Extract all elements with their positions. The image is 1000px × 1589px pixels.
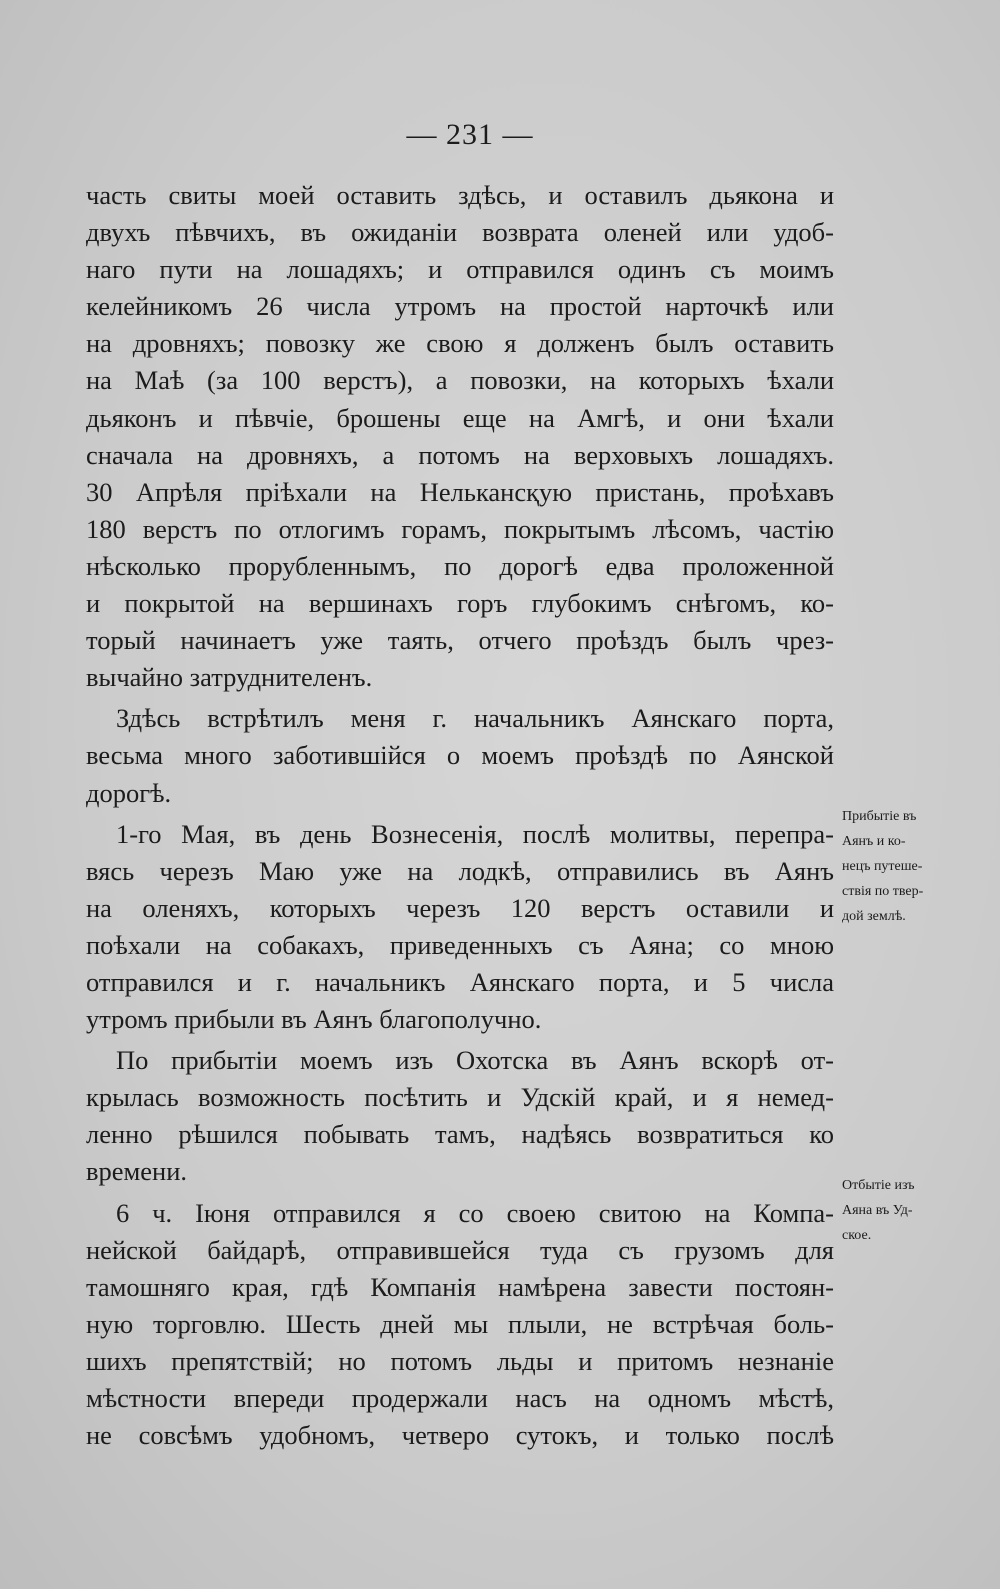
text-line: По прибытіи моемъ изъ Охотска въ Аянъ вскорѣ от- bbox=[116, 1045, 834, 1076]
text-line: дорогѣ. bbox=[86, 777, 172, 808]
text-line: утромъ прибыли въ Аянъ благополучно. bbox=[86, 1004, 542, 1035]
margin-note-departure bbox=[842, 1173, 942, 1248]
text-line: времени. bbox=[86, 1156, 188, 1187]
text-line: вясь черезъ Маю уже на лодкѣ, отправились въ Аянъ bbox=[86, 855, 834, 886]
paragraph-2 bbox=[86, 700, 834, 811]
text-line: вычайно затруднителенъ. bbox=[86, 662, 373, 693]
text-line: ную торговлю. Шесть дней мы плыли, не встрѣчая боль- bbox=[86, 1308, 834, 1339]
text-line: дьяконъ и пѣвчіе, брошены еще на Амгѣ, и они ѣхали bbox=[86, 402, 834, 433]
text-line: мѣстности впереди продержали насъ на одномъ мѣстѣ, bbox=[86, 1383, 834, 1413]
text-line: и покрытой на вершинахъ горъ глубокимъ снѣгомъ, ко- bbox=[86, 588, 834, 619]
margin-note-line: ское. bbox=[842, 1228, 872, 1243]
text-line: 6 ч. Іюня отправился я со своею свитою на Компа- bbox=[116, 1197, 834, 1228]
text-line: Здѣсь встрѣтилъ меня г. начальникъ Аянскаго порта, bbox=[116, 703, 834, 734]
text-line: ленно рѣшился побывать тамъ, надѣясь возвратиться ко bbox=[86, 1119, 834, 1150]
text-line: не совсѣмъ удобномъ, четверо сутокъ, и только послѣ bbox=[86, 1420, 834, 1451]
text-line: весьма много заботившійся о моемъ проѣздѣ по Аянской bbox=[86, 740, 834, 771]
text-line: 1-го Мая, въ день Вознесенія, послѣ молитвы, перепра- bbox=[116, 818, 834, 849]
text-line: крылась возможность посѣтить и Удскій край, и я немед- bbox=[86, 1082, 834, 1113]
text-line: сначала на дровняхъ, а потомъ на верховыхъ лошадяхъ. bbox=[86, 439, 834, 470]
paragraph-4 bbox=[86, 1042, 834, 1190]
text-line: часть свиты моей оставить здѣсь, и оставилъ дьякона и bbox=[86, 180, 834, 210]
paragraph-5 bbox=[86, 1195, 834, 1455]
text-line: на Маѣ (за 100 верстъ), а повозки, на которыхъ ѣхали bbox=[86, 365, 834, 396]
margin-note-arrival bbox=[842, 804, 942, 929]
text-line: нѣсколько прорубленнымъ, по дорогѣ едва проложенной bbox=[86, 550, 834, 581]
text-line: отправился и г. начальникъ Аянскаго порта, и 5 числа bbox=[86, 966, 834, 997]
paragraph-1 bbox=[86, 177, 834, 696]
text-line: шихъ препятствій; но потомъ льды и притомъ незнаніе bbox=[86, 1345, 834, 1376]
page-number: — 231 — bbox=[406, 118, 534, 151]
margin-note-line: ствія по твер- bbox=[842, 884, 924, 899]
text-line: поѣхали на собакахъ, приведенныхъ съ Аяна; со мною bbox=[86, 929, 834, 960]
margin-note-line: Аянъ и ко- bbox=[842, 834, 906, 849]
text-line: на оленяхъ, которыхъ черезъ 120 верстъ оставили и bbox=[86, 892, 834, 923]
text-line: 30 Апрѣля пріѣхали на Нелькансқую пристань, проѣхавъ bbox=[86, 476, 834, 507]
text-line: нейской байдарѣ, отправившейся туда съ грузомъ для bbox=[86, 1234, 834, 1265]
margin-note-line: дой землѣ. bbox=[842, 909, 906, 924]
text-line: двухъ пѣвчихъ, въ ожиданіи возврата оленей или удоб- bbox=[86, 217, 834, 248]
margin-note-line: Прибытіе въ bbox=[842, 809, 917, 824]
text-line: тамошняго края, гдѣ Компанія намѣрена завести постоян- bbox=[86, 1271, 834, 1302]
paragraph-3 bbox=[86, 816, 834, 1039]
margin-note-line: Аяна въ Уд- bbox=[842, 1203, 913, 1218]
body-text bbox=[86, 177, 834, 1454]
text-line: наго пути на лошадяхъ; и отправился одинъ съ моимъ bbox=[86, 254, 834, 285]
text-line: 180 верстъ по отлогимъ горамъ, покрытымъ лѣсомъ, частію bbox=[86, 513, 834, 544]
margin-note-line: нецъ путеше- bbox=[842, 859, 923, 874]
text-line: келейникомъ 26 числа утромъ на простой нарточкѣ или bbox=[86, 291, 834, 322]
text-line: торый начинаетъ уже таять, отчего проѣздъ былъ чрез- bbox=[86, 625, 834, 656]
margin-note-line: Отбытіе изъ bbox=[842, 1178, 915, 1193]
text-line: на дровняхъ; повозку же свою я долженъ былъ оставить bbox=[86, 328, 834, 359]
